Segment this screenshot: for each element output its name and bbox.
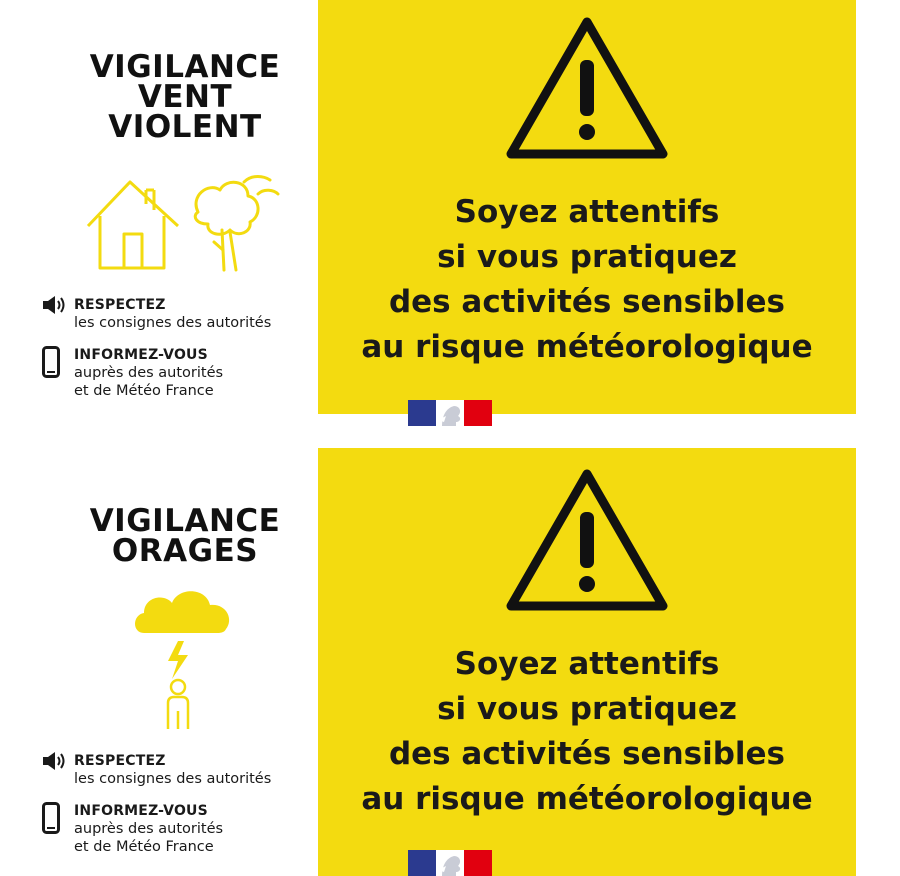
advice-line: et de Météo France (74, 839, 214, 855)
cloud-icon (135, 591, 229, 633)
vigilance-message (318, 190, 856, 370)
panel-arrow (318, 36, 362, 108)
advice-list (42, 752, 312, 870)
advice-heading: INFORMEZ-VOUS (74, 347, 208, 363)
title-line: VIGILANCE (89, 503, 281, 539)
person-icon (168, 680, 188, 729)
phone-icon (42, 802, 74, 834)
advice-heading: RESPECTEZ (74, 753, 166, 769)
advice-informez (42, 802, 312, 856)
warning-triangle-icon (505, 466, 669, 614)
speaker-icon (42, 752, 74, 770)
phone-icon (42, 346, 74, 378)
title-line: VENT (137, 79, 233, 115)
advice-respectez (42, 296, 312, 332)
title-line: VIGILANCE (89, 49, 281, 85)
republique-francaise-logo (408, 400, 492, 426)
advice-heading: RESPECTEZ (74, 297, 166, 313)
wind-icon (244, 177, 278, 195)
speaker-icon (42, 296, 74, 314)
vigilance-message (318, 642, 856, 822)
vigilance-card-storm (0, 448, 900, 876)
panel-arrow (318, 500, 362, 572)
vigilance-title (40, 503, 330, 569)
tree-icon (195, 182, 258, 270)
message-line: Soyez attentifs (454, 194, 720, 230)
wind-illustration (80, 170, 280, 280)
advice-line: les consignes des autorités (74, 315, 272, 331)
message-line: au risque météorologique (361, 329, 813, 365)
advice-heading: INFORMEZ-VOUS (74, 803, 208, 819)
advice-line: et de Météo France (74, 383, 214, 399)
message-line: si vous pratiquez (437, 691, 737, 727)
advice-line: les consignes des autorités (74, 771, 272, 787)
message-line: au risque météorologique (361, 781, 813, 817)
message-line: si vous pratiquez (437, 239, 737, 275)
republique-francaise-logo (408, 850, 492, 876)
house-icon (88, 182, 178, 268)
title-line: VIOLENT (108, 109, 262, 145)
storm-illustration (130, 583, 240, 733)
advice-line: auprès des autorités (74, 821, 224, 837)
message-line: des activités sensibles (388, 284, 786, 320)
lightning-icon (168, 641, 188, 679)
message-line: des activités sensibles (388, 736, 786, 772)
warning-triangle-icon (505, 14, 669, 162)
advice-line: auprès des autorités (74, 365, 224, 381)
advice-list (42, 296, 312, 414)
advice-respectez (42, 752, 312, 788)
vigilance-title (40, 49, 330, 145)
advice-informez (42, 346, 312, 400)
vigilance-card-wind (0, 0, 900, 428)
message-line: Soyez attentifs (454, 646, 720, 682)
title-line: ORAGES (111, 533, 259, 569)
